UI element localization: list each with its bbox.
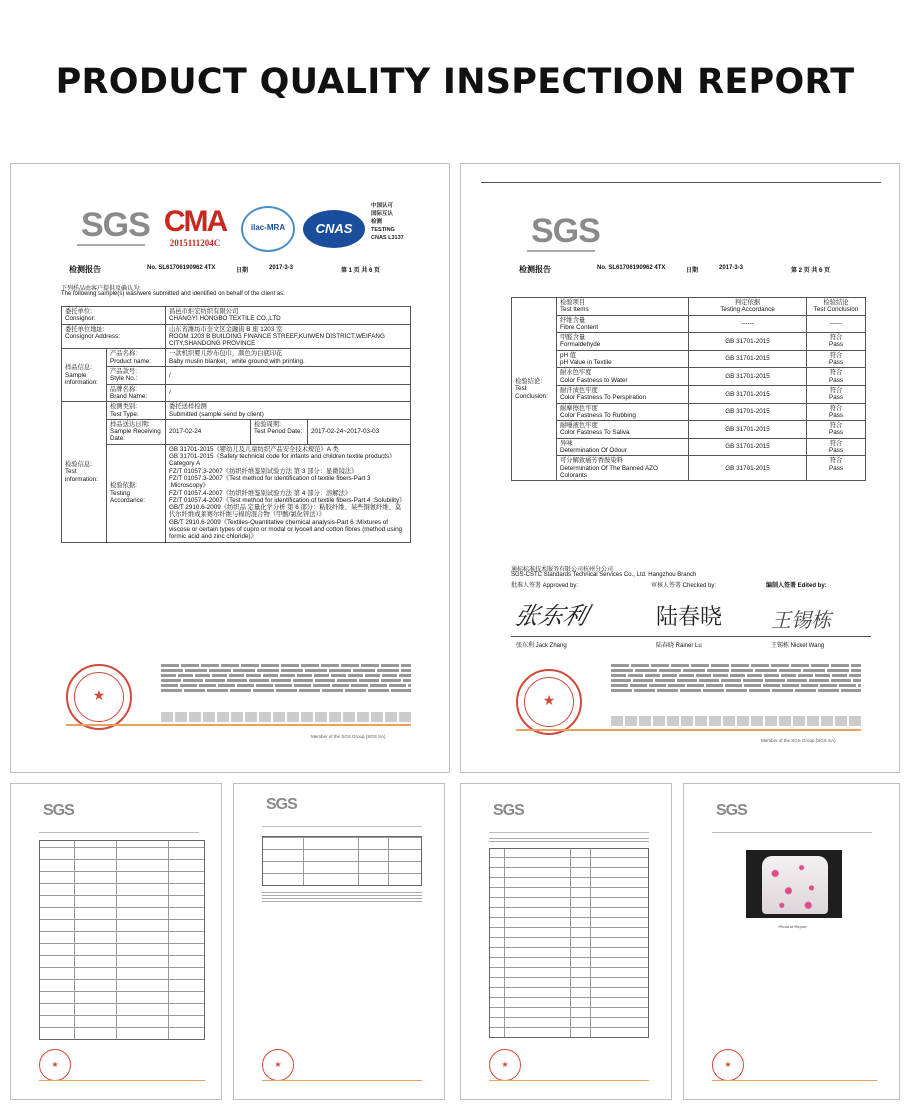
- cnas-side-text: [371, 202, 404, 242]
- table-row: [62, 444, 411, 542]
- checked-by-label: 审核人签署 Checked by:: [651, 583, 717, 589]
- table-cell: [557, 368, 689, 386]
- table-header-row: [512, 298, 866, 316]
- report-number: No. SL61706190962 4TX: [147, 265, 216, 271]
- footer-divider: [516, 729, 861, 731]
- result-en: Pass: [829, 447, 843, 455]
- label-cn: 检测类别:: [110, 403, 137, 411]
- result-en: Pass: [829, 464, 843, 472]
- table-cell: [807, 456, 866, 481]
- result-cn: 符合: [829, 369, 843, 377]
- label-cn: 检验周期:: [254, 420, 281, 428]
- table-cell: GB 31701-2015: [689, 456, 807, 481]
- table-row: [62, 384, 411, 402]
- item-en: Formaldehyde: [560, 341, 601, 349]
- result-en: Pass: [829, 394, 843, 402]
- edited-by-label: 编制人签署 Edited by:: [766, 583, 827, 589]
- table-row: [62, 324, 411, 349]
- sgs-logo-underline: [527, 250, 595, 252]
- footer-divider: [712, 1080, 877, 1081]
- table-cell: [166, 444, 411, 542]
- table-cell: [512, 298, 557, 481]
- table-cell: [557, 421, 689, 439]
- sgs-logo-underline: [77, 244, 145, 246]
- top-rule: [481, 182, 881, 183]
- label-cn: 委托单位地址:: [65, 325, 105, 333]
- intro-cn: 下列样品由客户提供及确认为:: [61, 286, 141, 292]
- report-thumbnail-page-5: [460, 783, 672, 1100]
- column-header-cn: 检验结论: [823, 299, 849, 306]
- table-cell: [107, 367, 166, 385]
- cnas-side-line: CNAS L3137: [371, 235, 404, 241]
- cnas-logo: [303, 210, 365, 248]
- table-row: [62, 402, 411, 420]
- cma-logo: [158, 206, 232, 252]
- result-en: Pass: [829, 341, 843, 349]
- label-en: Style No.:: [110, 375, 138, 383]
- result-cn: 符合: [829, 457, 843, 465]
- page-number: 第 1 页 共 6 页: [341, 268, 381, 274]
- star-icon: ★: [724, 1060, 732, 1070]
- table-cell: [557, 456, 689, 481]
- result-en: Pass: [829, 359, 843, 367]
- red-seal-stamp: [489, 1049, 521, 1081]
- label-en: Test Period Date:: [254, 428, 303, 436]
- signature-approver: 张东利: [511, 602, 592, 630]
- label-cn: 样品送达日期:: [110, 420, 150, 428]
- cma-number: 2015111204C: [169, 238, 221, 248]
- item-cn: 异味: [560, 439, 573, 447]
- table-cell: [62, 307, 166, 325]
- column-header-cn: 判定依据: [734, 299, 761, 306]
- test-type-cn: 委托送样检测: [169, 403, 207, 411]
- sgs-logo: SGS: [43, 802, 74, 819]
- result-cn: 符合: [829, 439, 843, 447]
- item-cn: 甲醛含量: [560, 334, 586, 342]
- table-cell: [557, 403, 689, 421]
- red-seal-stamp: [262, 1049, 294, 1081]
- table-cell: [807, 315, 866, 333]
- table-cell: GB 31701-2015: [689, 421, 807, 439]
- cnas-side-line: TESTING: [371, 227, 395, 233]
- accordance-line: FZ/T 01057.4-2007《Test method for identification of textile fibers-Part 4 :Solubility》: [169, 496, 406, 504]
- label-en: Sample information:: [65, 371, 98, 387]
- ilac-mra-text: ilac-MRA: [250, 223, 286, 232]
- table-cell: [807, 438, 866, 456]
- table-row: [512, 421, 866, 439]
- table-row: [62, 419, 411, 444]
- item-cn: 耐唾液色牢度: [560, 422, 598, 430]
- address-cn: 山东省潍坊市奎文区金融街 B 座 1203 室: [169, 325, 283, 333]
- test-type-en: Submitted (sample send by client): [169, 410, 264, 418]
- mini-table: [39, 840, 205, 1040]
- result-cn: 符合: [829, 404, 843, 412]
- sample-info-table: [61, 306, 411, 543]
- star-icon: ★: [92, 688, 106, 705]
- sgs-logo: SGS: [493, 802, 524, 819]
- column-header-en: Testing Accordance: [720, 306, 775, 314]
- footer-divider: [262, 1080, 422, 1081]
- intro-lines: [489, 836, 649, 844]
- table-cell: [557, 298, 689, 316]
- footer-divider: [66, 724, 411, 726]
- label-en: Brand Name:: [110, 392, 148, 400]
- result-en: Pass: [829, 376, 843, 384]
- company-name-cn: 通标标准技术服务有限公司杭州分公司: [511, 567, 614, 573]
- table-cell: [807, 421, 866, 439]
- date-label: 日期: [236, 268, 249, 274]
- approved-by-label: 批准人签署 Approved by:: [511, 583, 579, 589]
- sgs-logo: SGS: [531, 212, 600, 250]
- item-en: Fibre Content: [560, 323, 599, 331]
- table-row: [512, 438, 866, 456]
- item-en: Color Fastness to Water: [560, 376, 628, 384]
- table-row: [512, 350, 866, 368]
- column-header-en: Test Items: [560, 306, 589, 314]
- page-title: PRODUCT QUALITY INSPECTION REPORT: [55, 62, 855, 102]
- table-cell: [807, 333, 866, 351]
- table-cell: [807, 403, 866, 421]
- accordance-line: GB 31701-2015《婴幼儿及儿童纺织产品安全技术规范》A 类: [169, 445, 339, 453]
- item-cn: pH 值: [560, 351, 577, 359]
- sgs-logo: SGS: [266, 796, 297, 813]
- header-line: [712, 832, 872, 833]
- item-en: Color Fastness To Saliva: [560, 429, 630, 437]
- table-row: [62, 349, 411, 367]
- report-thumbnail-page-3: [10, 783, 222, 1100]
- table-cell: [557, 350, 689, 368]
- signature-rule: [511, 636, 871, 637]
- star-icon: ★: [501, 1060, 509, 1070]
- muslin-blanket-image: [762, 856, 828, 914]
- product-name-cn: 一款机织婴儿纱布包巾，颜色为白底印花: [169, 350, 283, 358]
- footer-address-lines: [161, 712, 411, 722]
- approver-name: 张东利 Jack Zhang: [516, 643, 567, 649]
- header-line: [262, 826, 422, 827]
- star-icon: ★: [274, 1060, 282, 1070]
- table-cell: [166, 349, 411, 367]
- label-en: Sample Receiving Date:: [110, 428, 161, 443]
- photo-caption: Photo of Report: [778, 924, 807, 929]
- company-name-en: SGS-CSTC Standards Technical Services Co., Ltd. Hangzhou Branch: [511, 572, 697, 578]
- label-cn: 委托单位:: [65, 308, 92, 315]
- table-cell: [166, 402, 411, 420]
- item-en: Color Fastness To Rubbing: [560, 411, 636, 419]
- table-cell: [807, 350, 866, 368]
- table-cell: [557, 333, 689, 351]
- accordance-line: FZ/T 01057.3-2007《纺织纤维鉴别试验方法 第 3 部分：显微镜法》: [169, 467, 358, 475]
- footer-fine-print: [161, 664, 411, 704]
- cnas-side-line: 检测: [371, 219, 383, 225]
- header-line: [39, 832, 199, 833]
- item-en: Color Fastness To Perspiration: [560, 394, 646, 402]
- consignor-en: CHANGYI HONGBO TEXTILE CO.,LTD: [169, 315, 281, 323]
- report-page-1: [10, 163, 450, 773]
- table-cell: [166, 324, 411, 349]
- table-row: [512, 333, 866, 351]
- cnas-side-line: 国际互认: [371, 211, 394, 217]
- test-conclusion-table: [511, 297, 866, 481]
- table-cell: [107, 419, 166, 444]
- signature-editor: 王锡栋: [771, 608, 831, 632]
- report-thumbnail-page-4: [233, 783, 445, 1100]
- table-cell: [107, 444, 166, 542]
- star-icon: ★: [51, 1060, 59, 1070]
- item-cn: 可分解致癌芳香胺染料: [560, 457, 623, 465]
- table-cell: GB 31701-2015: [689, 368, 807, 386]
- table-cell: [107, 402, 166, 420]
- table-cell: GB 31701-2015: [689, 333, 807, 351]
- accordance-line: GB/T 2910.6-2009《Textiles-Quantitative chemical analysis-Part 6 :Mixtures of viscose or certain types of cupro or modal or lyocell and cotton fibres (method using formic acid and zinc chloride)》: [169, 518, 403, 541]
- table-cell: GB 31701-2015: [689, 350, 807, 368]
- label-cn: 产品名称:: [110, 350, 137, 358]
- mini-table: [489, 848, 649, 1038]
- table-row: [62, 367, 411, 385]
- footer-divider: [39, 1080, 205, 1081]
- table-cell: [689, 298, 807, 316]
- report-date: 2017-3-3: [719, 265, 744, 271]
- accordance-line: GB/T 2910.6-2009《纺织品 定量化学分析 第 6 部分：粘胶纤维、某些铜氨纤维、莫代尔纤维或莱赛尔纤维与棉的混合物（甲酸/氯化锌法）》: [169, 504, 402, 519]
- accordance-line: GB 31701-2015《Safety technical code for infants and children textile products》Category A: [169, 453, 396, 468]
- item-en: Determination Of The Banned AZO Colorants: [560, 464, 658, 479]
- footer-fine-print: [611, 664, 861, 704]
- sgs-member-note: Member of the SGS Group (SGS SA): [761, 738, 836, 743]
- label-cn: 检验信息:: [65, 460, 92, 468]
- sgs-member-note: Member of the SGS Group (SGS SA): [311, 734, 386, 739]
- table-cell: [107, 349, 166, 367]
- signature-checker: 陆春晓: [656, 605, 723, 630]
- table-row: [62, 307, 411, 325]
- note-lines: [262, 892, 422, 904]
- cnas-side-line: 中国认可: [371, 203, 394, 209]
- checker-name: 陆春晓 Rainer Lu: [656, 643, 702, 649]
- report-page-2: [460, 163, 900, 773]
- table-cell: GB 31701-2015: [689, 438, 807, 456]
- cnas-text: CNAS: [315, 221, 353, 236]
- table-cell: 2017-02-24: [166, 419, 251, 444]
- red-seal-stamp: [712, 1049, 744, 1081]
- label-en: Consignor:: [65, 315, 96, 323]
- product-name-en: Baby muslin blanket，white ground with printing.: [169, 357, 305, 365]
- red-seal-stamp: [516, 669, 582, 735]
- table-cell: [807, 368, 866, 386]
- table-cell: [62, 349, 107, 402]
- label-en: Product name:: [110, 357, 151, 365]
- sgs-logo: SGS: [716, 802, 747, 819]
- result-cn: ------: [829, 320, 843, 328]
- table-row: [512, 368, 866, 386]
- page-number: 第 2 页 共 6 页: [791, 268, 831, 274]
- table-cell: [62, 402, 107, 542]
- red-seal-stamp: [66, 664, 132, 730]
- column-header-cn: 检验项目: [560, 299, 586, 306]
- report-label: 检测报告: [519, 265, 551, 274]
- item-en: pH Value in Textile: [560, 359, 612, 367]
- table-cell: [557, 438, 689, 456]
- label-cn: 检验依据:: [110, 482, 137, 490]
- sample-photo: [746, 850, 842, 918]
- footer-divider: [489, 1080, 649, 1081]
- report-number: No. SL61706190962 4TX: [597, 265, 666, 271]
- table-cell: [557, 385, 689, 403]
- table-cell: [107, 384, 166, 402]
- label-cn: 检验结论:: [515, 378, 542, 386]
- table-row: [512, 403, 866, 421]
- intro-en: The following sample(s) was/were submitted and identified on behalf of the client as:: [61, 291, 285, 297]
- star-icon: ★: [542, 693, 556, 710]
- table-row: [512, 315, 866, 333]
- label-cn: 样品信息:: [65, 364, 92, 372]
- table-cell: [166, 307, 411, 325]
- table-cell: GB 31701-2015: [689, 385, 807, 403]
- table-cell: [251, 419, 308, 444]
- table-cell: [807, 298, 866, 316]
- consignor-cn: 昌邑市炬宏纺织有限公司: [169, 308, 239, 315]
- cma-text: CMA: [163, 205, 227, 238]
- mini-table: [262, 836, 422, 886]
- table-row: [512, 385, 866, 403]
- report-thumbnail-page-6: [683, 783, 900, 1100]
- column-header-en: Test Conclusion: [813, 306, 859, 314]
- label-en: Test Conclusion:: [515, 385, 548, 400]
- label-en: Consignor Address:: [65, 332, 120, 340]
- label-en: Test Type:: [110, 410, 139, 418]
- table-cell: [62, 324, 166, 349]
- label-cn: 产品款号:: [110, 368, 137, 376]
- table-cell: [557, 315, 689, 333]
- item-cn: 耐水色牢度: [560, 369, 592, 377]
- footer-address-lines: [611, 716, 861, 726]
- accordance-line: FZ/T 01057.4-2007《纺织纤维鉴别试验方法 第 4 部分：溶解法》: [169, 489, 352, 497]
- report-label: 检测报告: [69, 265, 101, 274]
- label-en: Test information:: [65, 468, 98, 483]
- result-en: Pass: [829, 429, 843, 437]
- result-cn: 符合: [829, 386, 843, 394]
- table-row: [512, 456, 866, 481]
- editor-name: 王锡栋 Nickel Wang: [771, 643, 825, 649]
- address-en: ROOM 1203 B BUILDING FINANCE STREEF,KUIWEN DISTRICT,WEIFANG CITY,SHANDONG PROVINCE: [169, 332, 385, 348]
- table-cell: ------: [689, 315, 807, 333]
- accordance-line: FZ/T 01057.3-2007《Test method for identification of textile fibers-Part 3 :Microscopy》: [169, 474, 371, 490]
- report-date: 2017-3-3: [269, 265, 294, 271]
- header-line: [489, 832, 649, 833]
- date-label: 日期: [686, 268, 699, 274]
- label-en: Testing Accordance:: [110, 489, 146, 504]
- result-cn: 符合: [829, 422, 843, 430]
- red-seal-stamp: [39, 1049, 71, 1081]
- result-cn: 符合: [829, 351, 843, 359]
- item-cn: 纤维含量: [560, 316, 586, 324]
- table-cell: /: [166, 384, 411, 402]
- table-cell: 2017-02-24~2017-03-03: [308, 419, 411, 444]
- item-cn: 耐汗渍色牢度: [560, 386, 598, 394]
- sgs-logo: SGS: [81, 206, 150, 244]
- item-en: Determination Of Odour: [560, 447, 627, 455]
- table-cell: /: [166, 367, 411, 385]
- ilac-mra-logo: [241, 206, 295, 252]
- table-cell: [807, 385, 866, 403]
- item-cn: 耐摩擦色牢度: [560, 404, 598, 412]
- result-en: Pass: [829, 411, 843, 419]
- table-cell: GB 31701-2015: [689, 403, 807, 421]
- label-cn: 品牌名称:: [110, 385, 137, 393]
- result-cn: 符合: [829, 334, 843, 342]
